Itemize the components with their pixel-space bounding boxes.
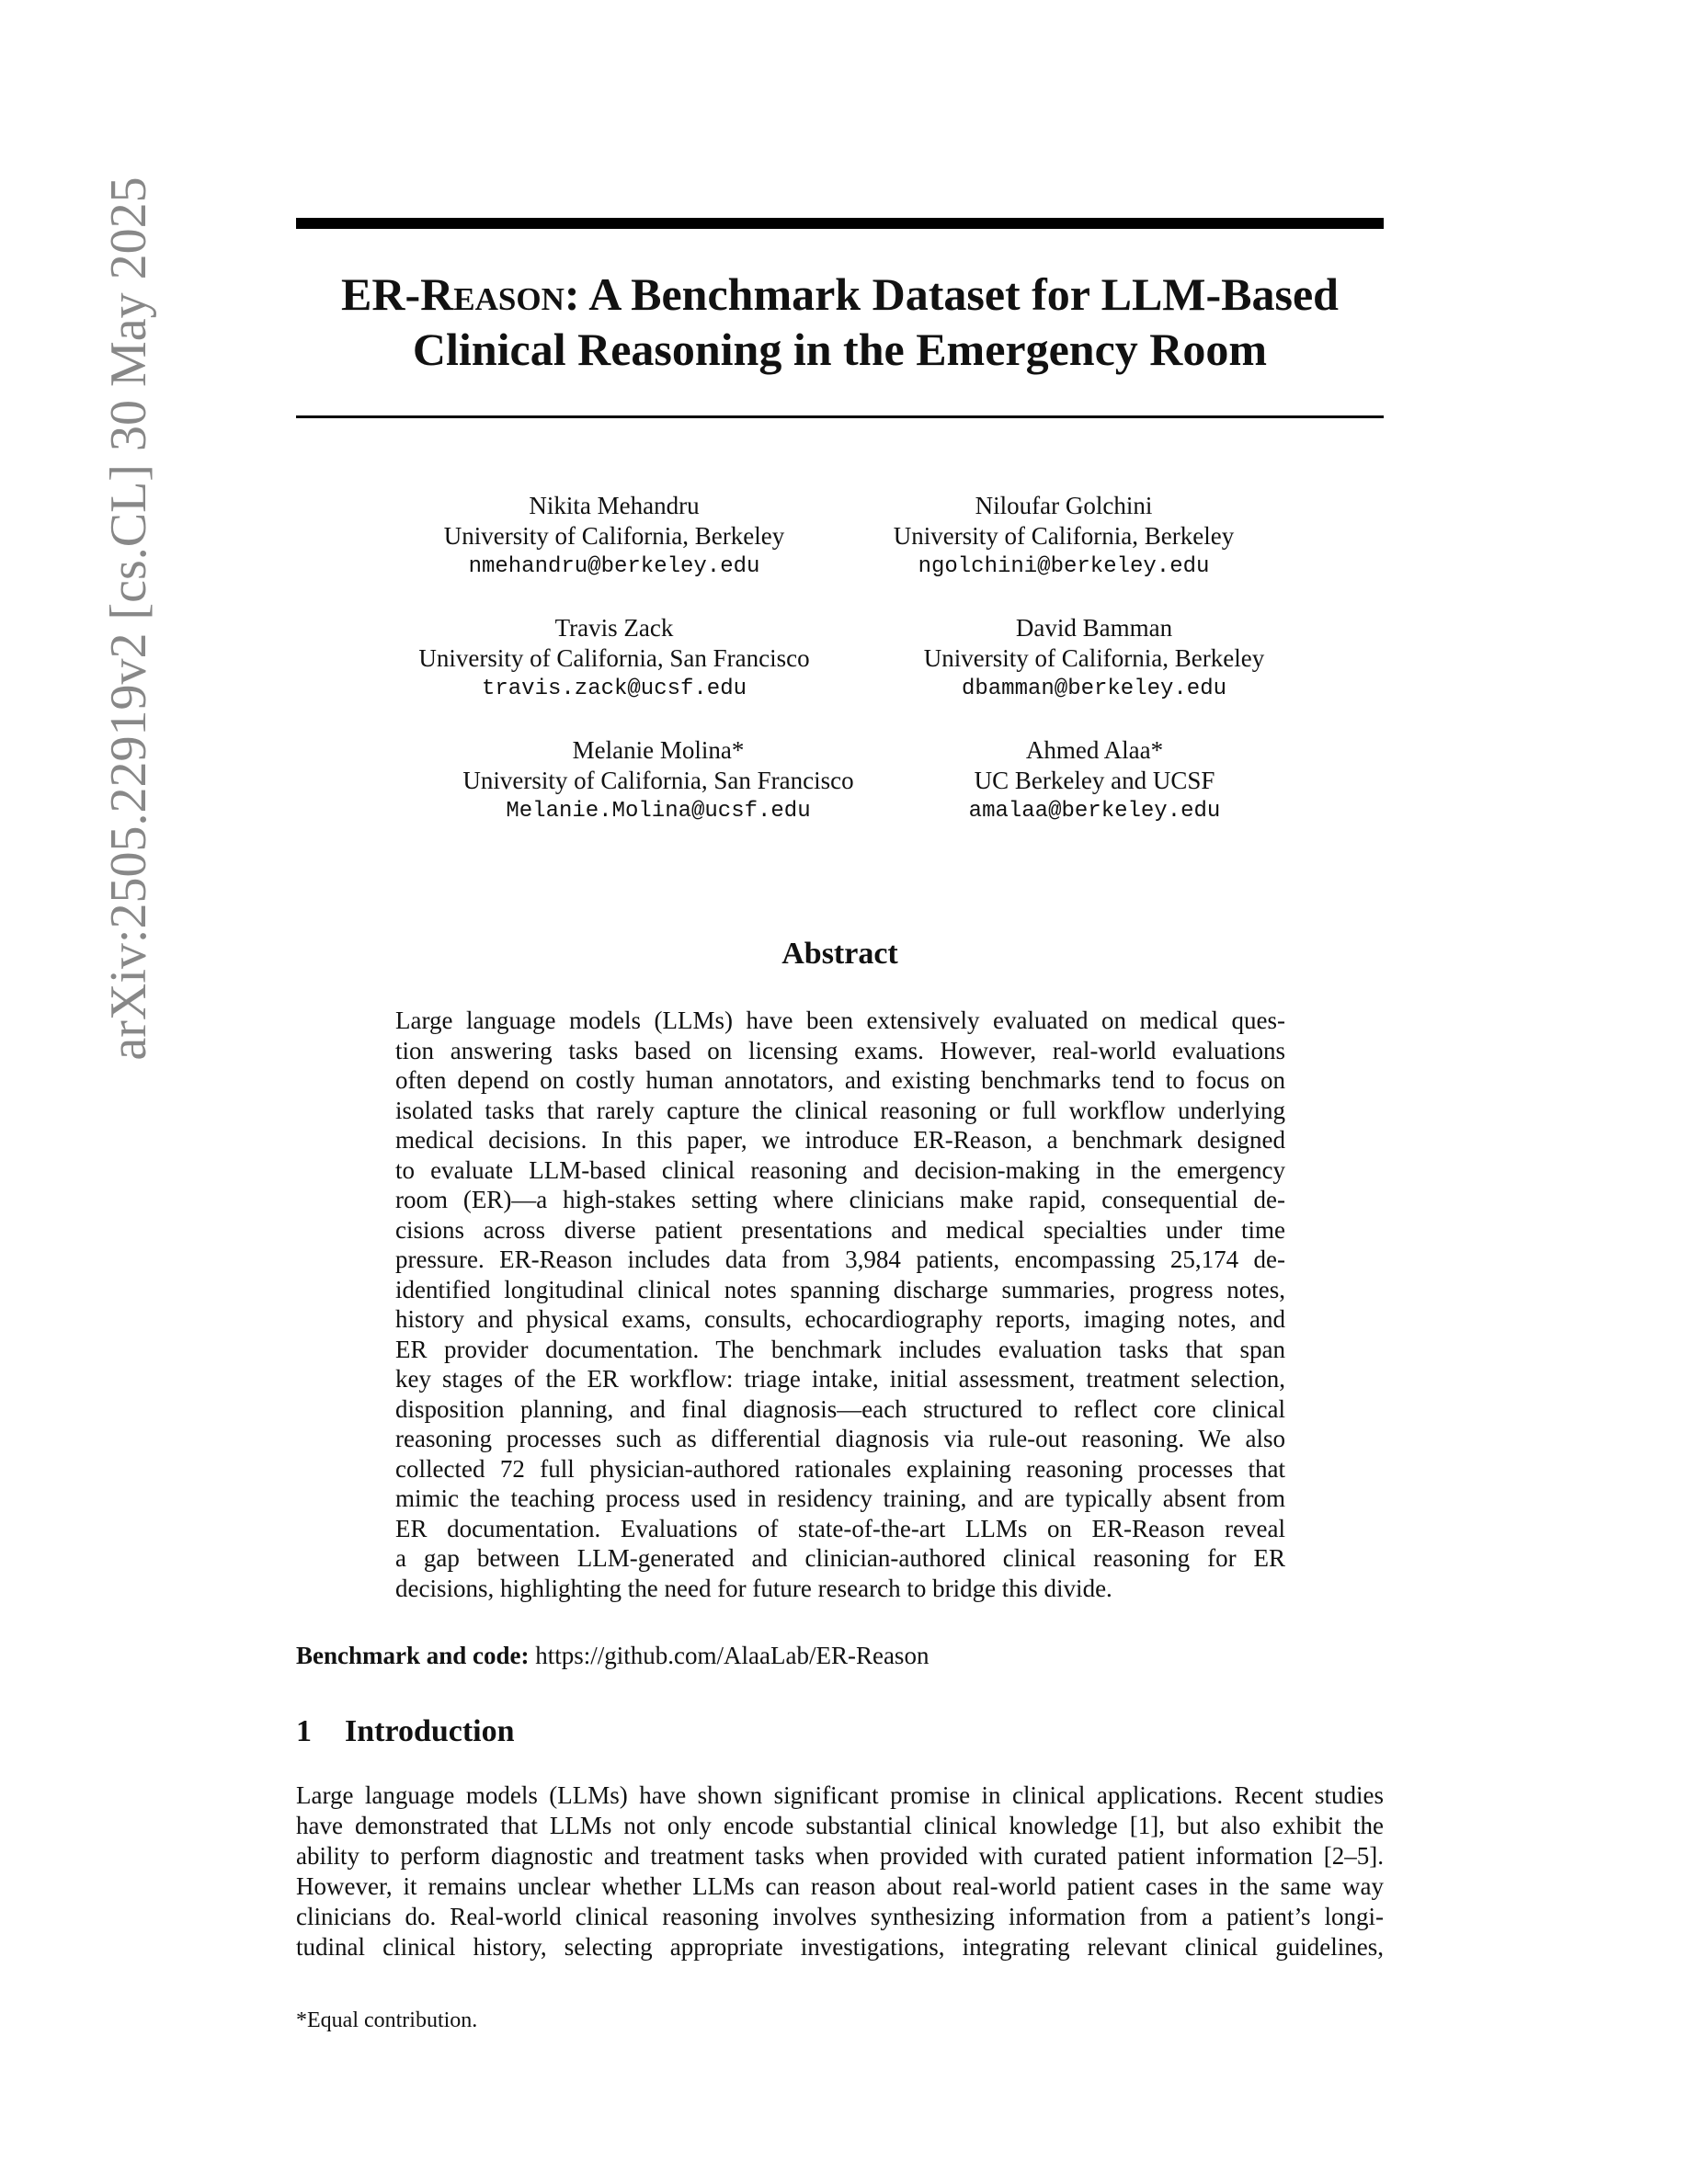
intro-line: have demonstrated that LLMs not only encode substantial clinical knowledge [1], but also exhibit the <box>296 1812 1384 1839</box>
title-rule-bottom <box>296 415 1384 418</box>
title-line-2: Clinical Reasoning in the Emergency Room <box>412 324 1268 375</box>
section-heading-introduction <box>296 1713 515 1750</box>
intro-line: However, it remains unclear whether LLMs can reason about real-world patient cases in the same way <box>296 1872 1384 1900</box>
author-name: Melanie Molina* <box>572 736 745 764</box>
section-title: Introduction <box>345 1714 515 1748</box>
author-email: dbamman@berkeley.edu <box>961 677 1227 701</box>
title-line-1 <box>296 267 1384 322</box>
author-email: nmehandru@berkeley.edu <box>468 554 760 579</box>
author-name: David Bamman <box>1015 614 1173 642</box>
benchmark-url[interactable]: https://github.com/AlaaLab/ER-Reason <box>535 1642 930 1669</box>
abstract-line: key stages of the ER workflow: triage intake, initial assessment, treatment selection, <box>395 1365 1285 1393</box>
abstract-line: room (ER)—a high-stakes setting where clinicians make rapid, consequential de- <box>395 1186 1285 1213</box>
author-block <box>857 491 1271 582</box>
title-line-1-rest: : A Benchmark Dataset for LLM-Based <box>564 268 1339 320</box>
title-rule-top <box>296 218 1384 229</box>
author-affiliation: UC Berkeley and UCSF <box>974 767 1215 794</box>
author-affiliation: University of California, San Francisco <box>462 767 854 794</box>
abstract-body <box>395 1006 1285 1603</box>
author-affiliation: University of California, Berkeley <box>923 644 1265 672</box>
abstract-line: mimic the teaching process used in residency training, and are typically absent from <box>395 1484 1285 1512</box>
abstract-line: ER provider documentation. The benchmark includes evaluation tasks that span <box>395 1335 1285 1363</box>
intro-line: ability to perform diagnostic and treatment tasks when provided with curated patient information [2–5]. <box>296 1842 1384 1870</box>
abstract-line: reasoning processes such as differential diagnosis via rule-out reasoning. We also <box>395 1425 1285 1452</box>
author-email: Melanie.Molina@ucsf.edu <box>506 799 811 824</box>
author-name: Niloufar Golchini <box>975 492 1153 519</box>
intro-line: clinicians do. Real-world clinical reasoning involves synthesizing information from a patient’s longi- <box>296 1903 1384 1930</box>
author-block <box>407 491 821 582</box>
author-block <box>922 735 1267 826</box>
benchmark-link-line <box>296 1641 929 1670</box>
author-affiliation: University of California, San Francisco <box>418 644 810 672</box>
author-email: amalaa@berkeley.edu <box>968 799 1221 824</box>
abstract-line: cisions across diverse patient presentations and medical specialties under time <box>395 1215 1285 1244</box>
intro-line: tudinal clinical history, selecting appropriate investigations, integrating relevant clinical guidelines, <box>296 1933 1384 1961</box>
arxiv-identifier: arXiv:2505.22919v2 [cs.CL] 30 May 2025 <box>100 176 157 1061</box>
intro-line: Large language models (LLMs) have shown significant promise in clinical applications. Recent studies <box>296 1781 1384 1809</box>
abstract-line: medical decisions. In this paper, we introduce ER-Reason, a benchmark designed <box>395 1126 1285 1154</box>
abstract-line: identified longitudinal clinical notes spanning discharge summaries, progress notes, <box>395 1275 1285 1303</box>
title-prefix: ER- <box>341 268 421 320</box>
author-name: Nikita Mehandru <box>529 492 700 519</box>
abstract-line: tion answering tasks based on licensing exams. However, real-world evaluations <box>395 1036 1285 1064</box>
abstract-line: history and physical exams, consults, echocardiography reports, imaging notes, and <box>395 1305 1285 1333</box>
author-block <box>384 613 844 704</box>
abstract-line: Large language models (LLMs) have been extensively evaluated on medical ques- <box>395 1007 1285 1034</box>
abstract-line: to evaluate LLM-based clinical reasoning and decision-making in the emergency <box>395 1155 1285 1184</box>
author-block <box>428 735 888 826</box>
abstract-line: decisions, highlighting the need for future research to bridge this divide. <box>395 1574 1112 1602</box>
paper-title <box>296 267 1384 377</box>
abstract-line: often depend on costly human annotators, and existing benchmarks tend to focus on <box>395 1066 1285 1094</box>
abstract-heading: Abstract <box>781 937 898 971</box>
abstract-line: ER documentation. Evaluations of state-of-the-art LLMs on ER-Reason reveal <box>395 1514 1285 1542</box>
abstract-line: collected 72 full physician-authored rationales explaining reasoning processes that <box>395 1454 1285 1483</box>
author-name: Ahmed Alaa* <box>1025 736 1164 764</box>
author-affiliation: University of California, Berkeley <box>443 522 785 550</box>
title-smallcaps: Reason <box>420 268 565 320</box>
benchmark-label: Benchmark and code: <box>296 1642 530 1669</box>
abstract-line: a gap between LLM-generated and clinician-authored clinical reasoning for ER <box>395 1544 1285 1572</box>
author-email: ngolchini@berkeley.edu <box>918 554 1210 579</box>
author-email: travis.zack@ucsf.edu <box>481 677 747 701</box>
introduction-body <box>296 1780 1384 1962</box>
author-block <box>883 613 1306 704</box>
abstract-line: pressure. ER-Reason includes data from 3,984 patients, encompassing 25,174 de- <box>395 1246 1285 1273</box>
footnote: *Equal contribution. <box>296 2008 478 2032</box>
author-affiliation: University of California, Berkeley <box>893 522 1235 550</box>
abstract-line: disposition planning, and final diagnosis—each structured to reflect core clinical <box>395 1394 1285 1423</box>
section-number: 1 <box>296 1714 312 1748</box>
author-name: Travis Zack <box>554 614 674 642</box>
abstract-line: isolated tasks that rarely capture the clinical reasoning or full workflow underlying <box>395 1096 1285 1124</box>
